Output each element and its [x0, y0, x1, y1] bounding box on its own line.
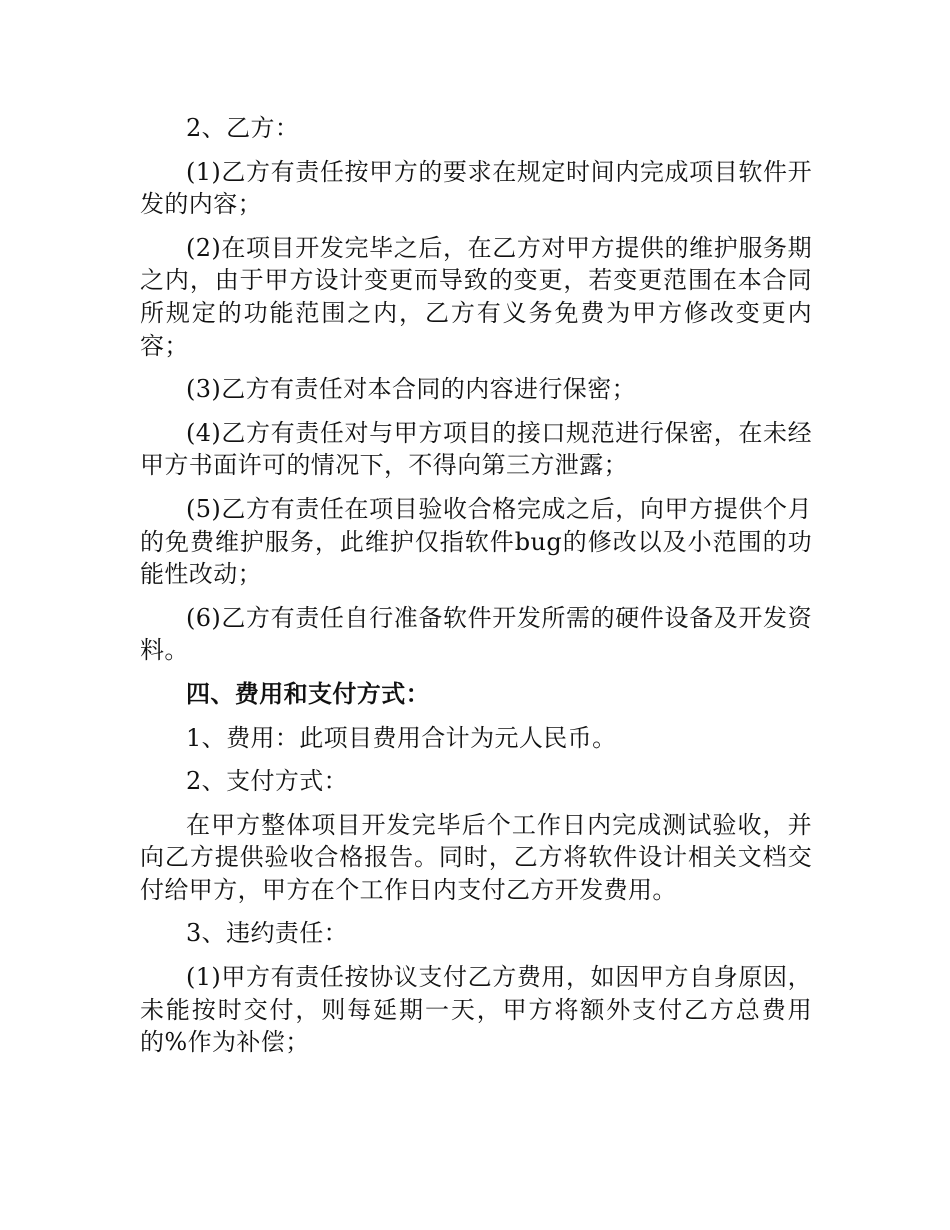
liability-clause-1: (1)甲方有责任按协议支付乙方费用，如因甲方自身原因，未能按时交付，则每延期一天，甲方将额外支付乙方总费用的%作为补偿； — [140, 963, 812, 1057]
party-b-clause-5: (5)乙方有责任在项目验收合格完成之后，向甲方提供个月的免费维护服务，此维护仅指软件bug的修改以及小范围的功能性改动； — [140, 494, 812, 589]
payment-method-heading: 2、支付方式： — [186, 767, 349, 796]
party-b-clause-1: (1)乙方有责任按甲方的要求在规定时间内完成项目软件开发的内容； — [140, 157, 812, 219]
party-b-clause-6: (6)乙方有责任自行准备软件开发所需的硬件设备及开发资料。 — [140, 603, 812, 665]
party-b-heading: 2、乙方： — [186, 114, 300, 142]
section-heading-fees-payment: 四、费用和支付方式： — [186, 678, 430, 708]
fees-clause: 1、费用：此项目费用合计为元人民币。 — [186, 723, 617, 752]
party-b-clause-4: (4)乙方有责任对与甲方项目的接口规范进行保密，在未经甲方书面许可的情况下，不得向第三方泄露； — [140, 418, 812, 480]
party-b-clause-3: (3)乙方有责任对本合同的内容进行保密； — [186, 375, 636, 404]
party-b-clause-2: (2)在项目开发完毕之后，在乙方对甲方提供的维护服务期之内，由于甲方设计变更而导致的变更，若变更范围在本合同所规定的功能范围之内，乙方有义务免费为甲方修改变更内容； — [140, 233, 812, 360]
liability-heading: 3、违约责任： — [186, 919, 349, 948]
payment-method-body: 在甲方整体项目开发完毕后个工作日内完成测试验收，并向乙方提供验收合格报告。同时，乙方将软件设计相关文档交付给甲方，甲方在个工作日内支付乙方开发费用。 — [140, 810, 812, 904]
document-page — [140, 112, 812, 1070]
